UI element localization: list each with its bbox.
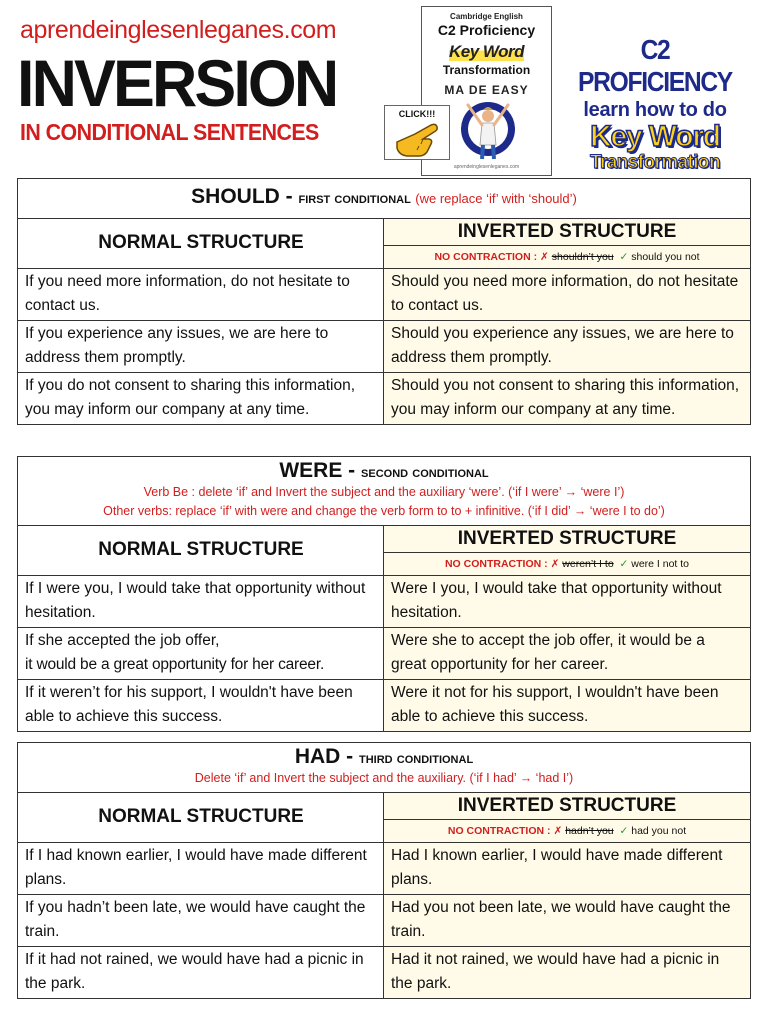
section-subtitle: first conditional xyxy=(298,190,411,207)
section-note: Delete ‘if’ and Invert the subject and the auxiliary. (‘if I had’ → ‘had I’) xyxy=(194,771,574,785)
table-row xyxy=(18,843,750,895)
book-title-line2: Transformation xyxy=(442,63,531,77)
normal-sentence: If I had known earlier, I would have made different plans. xyxy=(18,843,384,894)
normal-sentence: If it weren’t for his support, I wouldn't have been able to achieve this success. xyxy=(18,680,384,731)
inverted-sentence: Had it not rained, we would have had a picnic in the park. xyxy=(384,947,750,998)
pointing-hand-icon xyxy=(393,122,443,158)
check-icon: ✓ xyxy=(619,251,629,263)
normal-structure-header: NORMAL STRUCTURE xyxy=(18,526,384,575)
normal-sentence-line2: it would be a great opportunity for her career. xyxy=(25,656,325,673)
table-row xyxy=(18,373,750,424)
table-header-row xyxy=(18,219,750,269)
click-button[interactable] xyxy=(384,105,450,160)
click-label: CLICK!!! xyxy=(398,109,436,119)
inverted-structure-header xyxy=(384,793,750,842)
normal-sentence: If you experience any issues, we are here to address them promptly. xyxy=(18,321,384,372)
section-were xyxy=(17,456,751,732)
section-header xyxy=(18,743,750,793)
promo-line1: C2 PROFICIENCY xyxy=(578,34,732,97)
table-row xyxy=(18,269,750,321)
no-contraction-label: NO CONTRACTION : xyxy=(434,251,538,263)
section-note-line2: Other verbs: replace ‘if’ with were and change the verb form to to + infinitive. (‘if I did’ → ‘were I to do’) xyxy=(103,504,665,518)
section-had xyxy=(17,742,751,999)
inverted-structure-header xyxy=(384,526,750,575)
check-icon: ✓ xyxy=(619,825,629,837)
normal-sentence: If you do not consent to sharing this information, you may inform our company at any time. xyxy=(18,373,384,424)
table-row xyxy=(18,628,750,680)
no-contraction-label: NO CONTRACTION : xyxy=(447,825,551,837)
inverted-sentence: Should you experience any issues, we are here to address them promptly. xyxy=(384,321,750,372)
normal-structure-header: NORMAL STRUCTURE xyxy=(18,793,384,842)
section-dash: - xyxy=(279,185,299,208)
normal-sentence-line1: If she accepted the job offer, xyxy=(25,632,220,649)
inverted-sentence: Should you not consent to sharing this information, you may inform our company at any time. xyxy=(384,373,750,424)
promo-line2: learn how to do xyxy=(583,99,727,121)
section-should xyxy=(17,178,751,425)
inverted-title: INVERTED STRUCTURE xyxy=(384,219,750,246)
section-header xyxy=(18,179,750,219)
normal-sentence xyxy=(18,628,384,679)
cross-icon: ✗ xyxy=(540,251,549,263)
table-row xyxy=(18,895,750,947)
book-level: C2 Proficiency xyxy=(437,22,536,38)
section-title: SHOULD xyxy=(191,185,280,208)
wrong-form: hadn’t you xyxy=(565,825,614,837)
section-subtitle: second conditional xyxy=(361,464,489,481)
section-note-line1: Verb Be : delete ‘if’ and Invert the subject and the auxiliary ‘were’. (‘if I were’ → ‘were I’) xyxy=(143,485,625,499)
page-title: INVERSION xyxy=(17,46,337,120)
book-tagline: MA DE EASY xyxy=(444,83,529,97)
promo-banner[interactable] xyxy=(555,34,755,196)
promo-line3: Key Word xyxy=(590,120,720,153)
table-header-row xyxy=(18,526,750,576)
inverted-title: INVERTED STRUCTURE xyxy=(384,526,750,553)
book-title-line1: Key Word xyxy=(448,42,525,61)
check-icon: ✓ xyxy=(619,558,629,570)
wrong-form: weren’t I to xyxy=(562,558,614,570)
inverted-sentence: Were I you, I would take that opportunity without hesitation. xyxy=(384,576,750,627)
book-publisher: Cambridge English xyxy=(450,12,523,21)
right-form: had you not xyxy=(631,825,687,837)
right-form: should you not xyxy=(631,251,700,263)
cross-icon: ✗ xyxy=(553,825,563,837)
section-subtitle: third conditional xyxy=(359,750,474,767)
table-row xyxy=(18,321,750,373)
section-dash: - xyxy=(340,745,359,768)
table-row xyxy=(18,680,750,731)
section-note: (we replace ‘if’ with ‘should’) xyxy=(415,191,577,206)
section-title: WERE xyxy=(279,459,343,482)
no-contraction-note xyxy=(384,553,750,575)
inverted-sentence: Were it not for his support, I wouldn't have been able to achieve this success. xyxy=(384,680,750,731)
normal-sentence: If you hadn’t been late, we would have caught the train. xyxy=(18,895,384,946)
table-row xyxy=(18,576,750,628)
normal-structure-header: NORMAL STRUCTURE xyxy=(18,219,384,268)
no-contraction-note xyxy=(384,820,750,842)
section-header xyxy=(18,457,750,526)
table-row xyxy=(18,947,750,998)
table-header-row xyxy=(18,793,750,843)
cross-icon: ✗ xyxy=(550,558,560,570)
inverted-sentence: Had you not been late, we would have caught the train. xyxy=(384,895,750,946)
right-form: were I not to xyxy=(631,558,690,570)
cheering-person-icon xyxy=(452,99,524,161)
normal-sentence: If I were you, I would take that opportunity without hesitation. xyxy=(18,576,384,627)
no-contraction-note xyxy=(384,246,750,268)
inverted-sentence: Were she to accept the job offer, it would be a great opportunity for her career. xyxy=(384,628,750,679)
inverted-sentence: Had I known earlier, I would have made different plans. xyxy=(384,843,750,894)
book-footer: aprendeinglesenleganes.com xyxy=(453,164,520,170)
section-title: HAD xyxy=(294,745,341,768)
no-contraction-label: NO CONTRACTION : xyxy=(444,558,548,570)
normal-sentence: If it had not rained, we would have had a picnic in the park. xyxy=(18,947,384,998)
page-subtitle: IN CONDITIONAL SENTENCES xyxy=(20,119,319,145)
inverted-title: INVERTED STRUCTURE xyxy=(384,793,750,820)
section-dash: - xyxy=(342,459,362,482)
inverted-sentence: Should you need more information, do not hesitate to contact us. xyxy=(384,269,750,320)
normal-sentence: If you need more information, do not hesitate to contact us. xyxy=(18,269,384,320)
promo-line4: Transformation xyxy=(590,152,720,173)
wrong-form: shouldn’t you xyxy=(551,251,614,263)
inverted-structure-header xyxy=(384,219,750,268)
site-url[interactable]: aprendeinglesenleganes.com xyxy=(20,16,337,44)
